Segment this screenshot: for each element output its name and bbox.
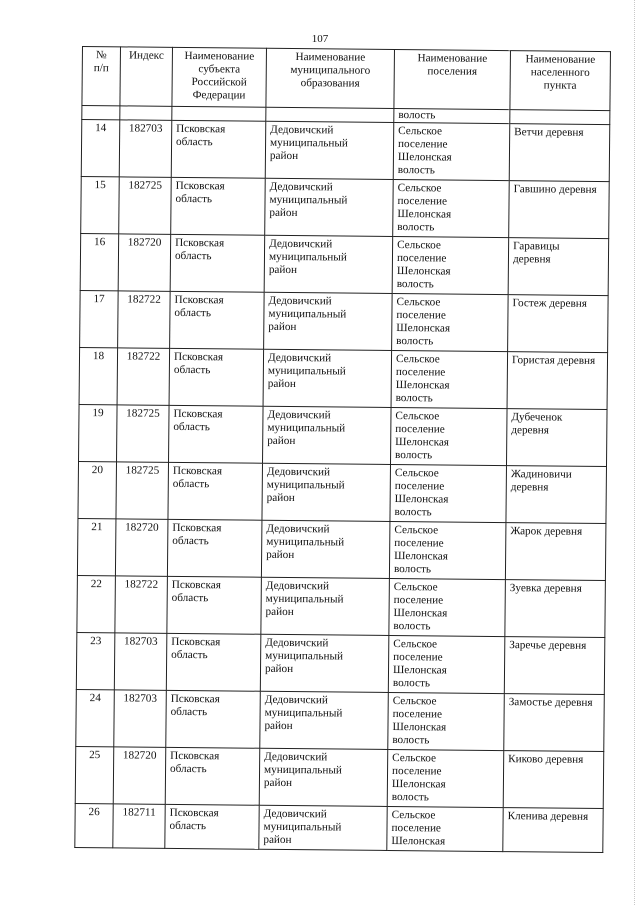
header-index: Индекс [120,47,173,106]
cell-municipality: Дедовичский муниципальный район [261,577,390,635]
table-row [80,290,609,352]
header-number: № п/п [82,47,121,106]
cell-municipality: Дедовичский муниципальный район [259,748,388,806]
cell-locality: Заречье деревня [504,637,605,695]
table-row [79,404,608,466]
cell-locality: Киково деревня [503,751,604,809]
cell-subject: Псковская область [167,519,262,577]
cell-index: 182722 [118,291,171,348]
cell-locality: Зуевка деревня [505,580,606,638]
cell-locality: Дубеченок деревня [506,409,607,467]
cell-number: 23 [76,632,115,689]
scan-edge [634,0,636,905]
cell-settlement: Сельское поселение Шелонская волость [389,521,506,579]
cell-settlement: Сельское поселение Шелонская [387,806,503,851]
cell-number: 16 [80,233,119,290]
cell-locality: Гористая деревня [507,352,608,410]
cell-municipality: Дедовичский муниципальный район [264,235,393,293]
cell-number: 25 [75,746,114,803]
header-locality: Наименование населенного пункта [510,51,611,111]
cell-index: 182711 [113,804,165,848]
cell-index: 182725 [117,405,170,462]
cell-index: 182703 [114,633,167,690]
cell-locality: Замостье деревня [504,694,605,752]
cell-number: 19 [79,404,118,461]
table-row [81,176,610,238]
table-row [79,347,608,409]
cell-subject [172,106,266,121]
settlements-table [74,46,611,853]
cell-index: 182725 [116,462,169,519]
cell-subject: Псковская область [165,747,260,805]
table-row [80,233,609,295]
page-number: 107 [311,33,329,45]
cell-municipality: Дедовичский муниципальный район [263,406,392,464]
header-municipality: Наименование муниципального образования [266,48,395,108]
cell-locality: Гостеж деревня [508,295,609,353]
table-row [78,461,607,523]
cell-index: 182720 [118,234,171,291]
cell-subject: Псковская область [165,804,259,849]
cell-subject: Псковская область [170,234,265,292]
cell-subject: Псковская область [171,177,266,235]
cell-subject: Псковская область [171,120,266,178]
cell-settlement: Сельское поселение Шелонская волость [388,692,505,750]
table-header-row [82,47,611,111]
cell-settlement: Сельское поселение Шелонская волость [390,464,507,522]
cell-number: 15 [81,176,120,233]
table-row [75,803,603,852]
cell-settlement: Сельское поселение Шелонская волость [392,236,509,294]
cell-subject: Псковская область [170,291,265,349]
cell-municipality: Дедовичский муниципальный район [259,805,387,850]
cell-number: 14 [81,120,120,177]
table-row [81,120,610,182]
cell-locality [510,110,610,125]
cell-locality: Жадиновичи деревня [506,466,607,524]
cell-index: 182703 [119,120,172,177]
cell-number: 24 [76,689,115,746]
cell-number: 22 [77,575,116,632]
cell-settlement: Сельское поселение Шелонская волость [393,179,510,237]
cell-settlement: Сельское поселение Шелонская волость [388,635,505,693]
cell-number: 26 [75,803,113,847]
cell-subject: Псковская область [166,633,261,691]
cell-locality: Кленива деревня [503,808,603,853]
table-row [76,689,605,751]
table-row [77,575,606,637]
cell-settlement: Сельское поселение Шелонская волость [390,407,507,465]
cell-locality: Гаравицы деревня [508,238,609,296]
cell-index: 182725 [119,177,172,234]
table-row [75,746,604,808]
cell-subject: Псковская область [166,690,261,748]
table-row [76,632,605,694]
cell-index [120,106,172,120]
table-row [77,518,606,580]
cell-number: 20 [78,461,117,518]
cell-index: 182703 [114,690,167,747]
cell-municipality: Дедовичский муниципальный район [261,520,390,578]
cell-settlement: Сельское поселение Шелонская волость [392,293,509,351]
cell-subject: Псковская область [168,462,263,520]
cell-municipality: Дедовичский муниципальный район [260,634,389,692]
header-subject: Наименование субъекта Российской Федерации [172,47,267,107]
cell-settlement: Сельское поселение Шелонская волость [393,122,510,180]
cell-subject: Псковская область [169,405,264,463]
cell-number: 21 [77,518,116,575]
cell-number [82,106,120,120]
header-settlement: Наименование поселения [394,49,511,109]
cell-settlement: волость [394,108,510,123]
cell-municipality: Дедовичский муниципальный район [264,292,393,350]
cell-municipality [266,107,394,122]
cell-index: 182722 [115,576,168,633]
cell-municipality: Дедовичский муниципальный район [265,178,394,236]
cell-number: 17 [80,290,119,347]
cell-locality: Ветчи деревня [509,124,610,182]
cell-municipality: Дедовичский муниципальный район [263,349,392,407]
cell-index: 182720 [115,519,168,576]
cell-subject: Псковская область [167,576,262,634]
cell-settlement: Сельское поселение Шелонская волость [387,749,504,807]
cell-index: 182720 [113,747,166,804]
cell-settlement: Сельское поселение Шелонская волость [389,578,506,636]
cell-subject: Псковская область [169,348,264,406]
cell-settlement: Сельское поселение Шелонская волость [391,350,508,408]
cell-index: 182722 [117,348,170,405]
cell-locality: Жарок деревня [505,523,606,581]
cell-municipality: Дедовичский муниципальный район [260,691,389,749]
cell-number: 18 [79,347,118,404]
cell-municipality: Дедовичский муниципальный район [262,463,391,521]
cell-locality: Гавшино деревня [509,181,610,239]
cell-municipality: Дедовичский муниципальный район [265,121,394,179]
